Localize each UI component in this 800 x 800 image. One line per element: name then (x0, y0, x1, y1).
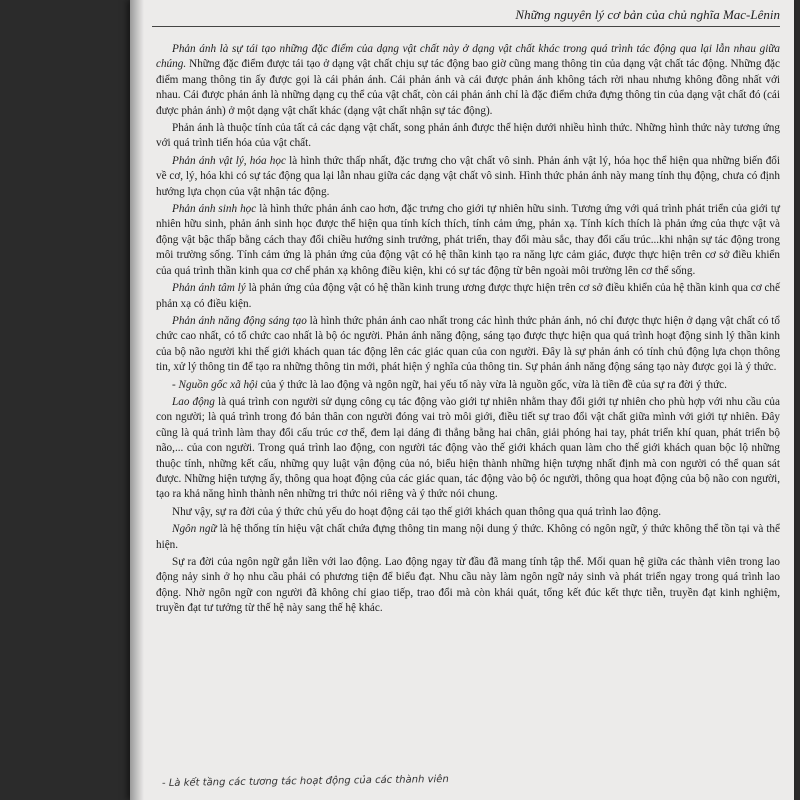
paragraph-lead: Lao động (172, 395, 215, 408)
paragraph-lead: Phản ánh là sự tái tạo những đặc điểm của dạng vật chất này ở dạng vật chất khác trong quá trình tác động qua lại lẫn nhau giữa chúng. (156, 43, 780, 71)
running-header (152, 6, 780, 27)
document-page (130, 0, 794, 800)
paragraph (156, 121, 780, 152)
paragraph-text: là hình thức thấp nhất, đặc trưng cho vật chất vô sinh. Phản ánh vật lý, hóa học thể hiện qua những biến đổi về cơ, lý, hóa khi có sự tác động qua lại lẫn nhau giữa các dạng vật chất vô sinh. Hình thức phản ánh này mang tính thụ động, chưa có định hướng lựa chọn của vật nhận tác động. (156, 154, 780, 198)
paragraph-lead: Phản ánh tâm lý (172, 282, 246, 295)
paragraph-lead: Phản ánh vật lý, hóa học (172, 154, 286, 167)
header-title: Những nguyên lý cơ bản của chủ nghĩa Mac-Lênin (515, 7, 780, 22)
paragraph-text: Những đặc điểm được tái tạo ở dạng vật chất chịu sự tác động bao giờ cũng mang thông tin của dạng vật chất tác động. Những đặc điểm mang thông tin ấy được gọi là cái phản ánh. Cái phản ánh và cái được phản ánh không tách rời nhau nhưng không đồng nhất với nhau. Cái được phản ánh là những dạng cụ thể của vật chất, còn cái phản ánh chỉ là đặc điểm chứa đựng thông tin của dạng vật chất đó (cái được phản ánh) ở một dạng vật chất khác (dạng vật chất nhận sự tác động). (156, 58, 780, 117)
paragraph (156, 154, 780, 200)
paragraph (156, 378, 780, 393)
page-gutter-shadow (130, 0, 144, 800)
paragraph (156, 505, 780, 520)
paragraph-text: của ý thức là lao động và ngôn ngữ, hai yếu tố này vừa là nguồn gốc, vừa là tiền đề của sự ra đời ý thức. (257, 378, 727, 391)
paragraph-text: là hệ thống tín hiệu vật chất chứa đựng thông tin mang nội dung ý thức. Không có ngôn ngữ, ý thức không thể tồn tại và thể hiện. (156, 523, 780, 551)
paragraph-text: là quá trình con người sử dụng công cụ tác động vào giới tự nhiên nhằm thay đổi giới tự nhiên cho phù hợp với nhu cầu của con người; là quá trình trong đó bản thân con người đóng vai trò môi giới, điều tiết sự trao đổi vật chất giữa mình với giới tự nhiên. Đây cũng là quá trình làm thay đổi cấu trúc cơ thể, đem lại dáng đi thẳng bằng hai chân, giải phóng hai tay, phát triển khí quan, phát triển bộ não,... của con người. Trong quá trình lao động, con người tác động vào thế giới khách quan làm cho thế giới khách quan bộc lộ những thuộc tính, những kết cấu, những quy luật vận động của nó, biểu hiện thành những hiện tượng nhất định mà con người có thể quan sát được. Những hiện tượng ấy, thông qua hoạt động của các giác quan, tác động vào bộ óc người, thông qua hoạt động của bộ não con người, tạo ra khả năng hình thành nên những tri thức nói riêng và ý thức nói chung. (156, 395, 780, 501)
paragraph-lead: Phản ánh năng động sáng tạo (172, 314, 307, 327)
handwritten-note: - Là kết tầng các tương tác hoạt động của các thành viên (161, 773, 449, 790)
paragraph-text: là phản ứng của động vật có hệ thần kinh trung ương được thực hiện trên cơ sở điều khiển của hệ thần kinh qua cơ chế phản xạ có điều kiện. (156, 282, 780, 310)
paragraph (156, 42, 780, 119)
body-text (156, 42, 780, 619)
paragraph-lead: Phản ánh sinh học (172, 203, 257, 216)
paragraph (156, 395, 780, 503)
paragraph-text: Như vậy, sự ra đời của ý thức chủ yếu do hoạt động cải tạo thế giới khách quan thông qua quá trình lao động. (172, 505, 662, 518)
paragraph-text: Phản ánh là thuộc tính của tất cả các dạng vật chất, song phản ánh được thể hiện dưới nhiều hình thức. Những hình thức này tương ứng với quá trình tiến hóa của vật chất. (156, 122, 780, 150)
paragraph-text: là hình thức phản ánh cao hơn, đặc trưng cho giới tự nhiên hữu sinh. Tương ứng với quá trình phát triển của giới tự nhiên hữu sinh, phản ánh sinh học được thể hiện qua tính kích thích, tính cảm ứng, phản xạ. Tính kích thích là phản ứng của thực vật và động vật bậc thấp bằng cách thay đổi chiều hướng sinh trưởng, phát triển, thay đổi màu sắc, thay đổi cấu trúc...khi nhận sự tác động trong môi trường sống. Tính cảm ứng là phản ứng của động vật có hệ thần kinh tạo ra năng lực cảm giác, được thực hiện trên cơ sở điều khiển của quá trình thần kinh qua cơ chế phản xạ không điều kiện, khi có sự tác động từ bên ngoài môi trường lên cơ thể sống. (156, 203, 780, 277)
paragraph (156, 281, 780, 312)
paragraph-lead: - Nguồn gốc xã hội (172, 378, 258, 391)
paragraph-lead: Ngôn ngữ (172, 523, 217, 536)
paragraph (156, 522, 780, 553)
paragraph (156, 202, 780, 279)
paragraph (156, 555, 780, 617)
paragraph-text: Sự ra đời của ngôn ngữ gắn liền với lao động. Lao động ngay từ đầu đã mang tính tập thể. Mối quan hệ giữa các thành viên trong lao động nảy sinh ở họ nhu cầu phải có phương tiện để biểu đạt. Nhu cầu này làm ngôn ngữ nảy sinh và phát triển ngay trong quá trình lao động. Nhờ ngôn ngữ con người đã không chỉ giao tiếp, trao đổi mà còn khái quát, tổng kết đúc kết thực tiễn, truyền đạt kinh nghiệm, truyền đạt tư tưởng từ thế hệ này sang thế hệ khác. (156, 556, 780, 615)
paragraph-text: là hình thức phản ánh cao nhất trong các hình thức phản ánh, nó chỉ được thực hiện ở dạng vật chất có tổ chức cao nhất, có tổ chức cao nhất là bộ óc người. Phản ánh năng động, sáng tạo được thực hiện qua quá trình hoạt động sinh lý thần kinh của bộ não người khi thế giới khách quan tác động lên các giác quan của con người. Đây là sự phản ánh có tính chủ động lựa chọn thông tin, xử lý thông tin để tạo ra những thông tin mới, phát hiện ý nghĩa của thông tin. Sự phản ánh năng động sáng tạo này được gọi là ý thức. (156, 314, 781, 374)
paragraph (156, 314, 780, 376)
